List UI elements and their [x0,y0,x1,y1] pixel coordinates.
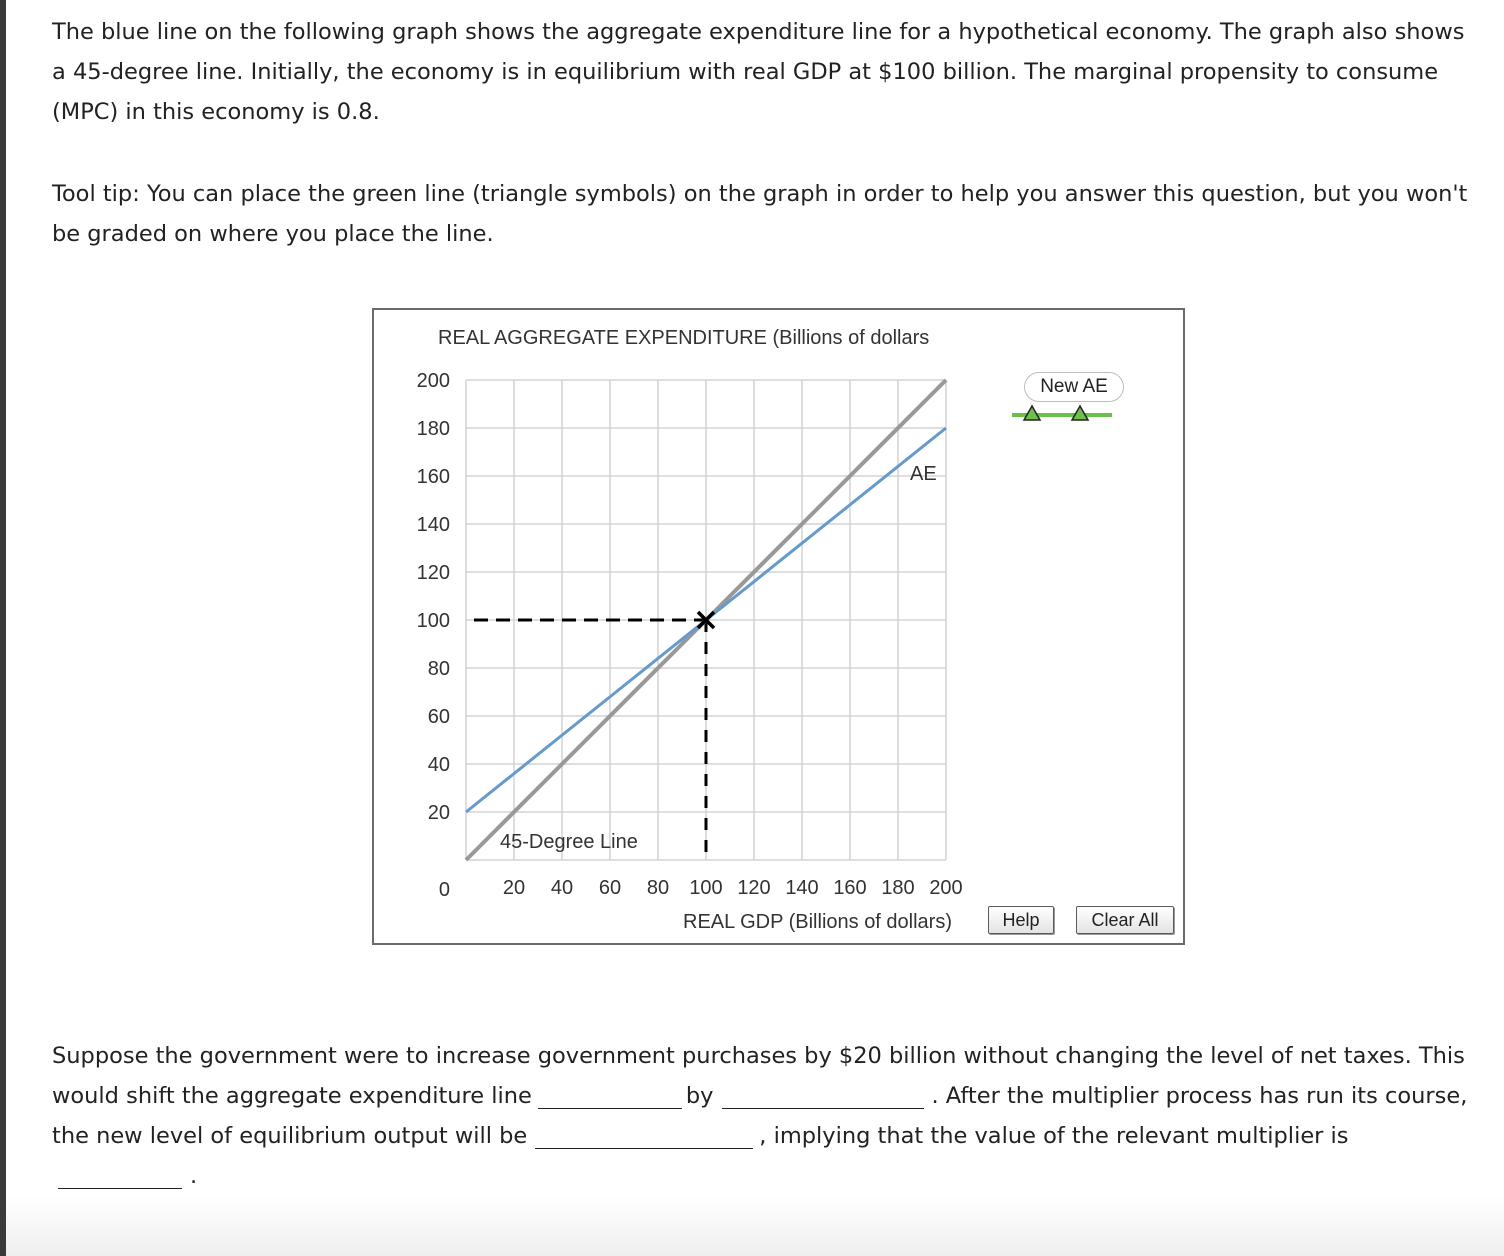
question-paragraph [52,1036,1482,1196]
x-tick-label: 40 [550,877,574,899]
shift-amount-dropdown[interactable] [722,1084,924,1109]
y-tick-label: 140 [416,514,450,536]
y-tick-labels [417,370,450,901]
intro-paragraph: The blue line on the following graph shows the aggregate expenditure line for a hypothetical economy. The graph also shows a 45-degree line. Initially, the economy is in equilibrium with real GDP at $100 billion. The marginal propensity to consume (MPC) in this economy is 0.8. [52,19,1465,125]
y-tick-label: 0 [438,879,450,901]
x-tick-label: 120 [737,877,771,899]
question-text-3: . After the multiplier process has run its course, the new level of equilibrium output will be [52,1083,1468,1149]
y-tick-label: 20 [427,802,450,824]
y-tick-label: 120 [416,562,450,584]
page-footer-fade [6,1196,1504,1256]
x-tick-label: 20 [502,877,526,899]
45-degree-line-label: 45-Degree Line [500,831,638,853]
y-tick-label: 200 [416,370,450,392]
x-tick-labels [503,877,963,899]
ae-graph[interactable] [374,310,1187,947]
y-tick-label: 160 [416,466,450,488]
x-tick-label: 140 [785,877,819,899]
shift-direction-dropdown[interactable] [538,1084,682,1109]
new-ae-tool[interactable] [1012,406,1112,420]
x-tick-label: 60 [598,877,622,899]
x-axis-label: REAL GDP (Billions of dollars) [683,911,952,933]
y-tick-label: 180 [416,418,450,440]
equilibrium-output-dropdown[interactable] [535,1124,753,1149]
clear-all-button[interactable]: Clear All [1076,906,1174,934]
graph-panel [372,308,1185,945]
question-text-4: , implying that the value of the relevant multiplier is [759,1123,1349,1149]
page-left-border [0,0,6,1256]
help-button[interactable]: Help [988,906,1054,934]
x-tick-label: 180 [881,877,915,899]
question-text-1: Suppose the government were to increase government purchases by $20 billion without changing the level of net taxes. This would shift the aggregate expenditure line [52,1043,1465,1109]
x-tick-label: 80 [646,877,670,899]
question-text-2: by [685,1083,714,1109]
y-tick-label: 40 [427,754,450,776]
y-tick-label: 80 [427,658,450,680]
multiplier-dropdown[interactable] [58,1164,182,1189]
y-axis-label: REAL AGGREGATE EXPENDITURE (Billions of dollars [438,327,930,349]
ae-line-label: AE [910,463,937,485]
x-tick-label: 200 [929,877,963,899]
y-tick-label: 100 [416,610,450,632]
question-text-5: . [190,1163,198,1189]
y-tick-label: 60 [427,706,450,728]
tooltip-paragraph: Tool tip: You can place the green line (triangle symbols) on the graph in order to help you answer this question, but you won't be graded on where you place the line. [52,181,1468,247]
x-tick-label: 160 [833,877,867,899]
new-ae-label[interactable]: New AE [1024,372,1124,402]
x-tick-label: 100 [689,877,723,899]
